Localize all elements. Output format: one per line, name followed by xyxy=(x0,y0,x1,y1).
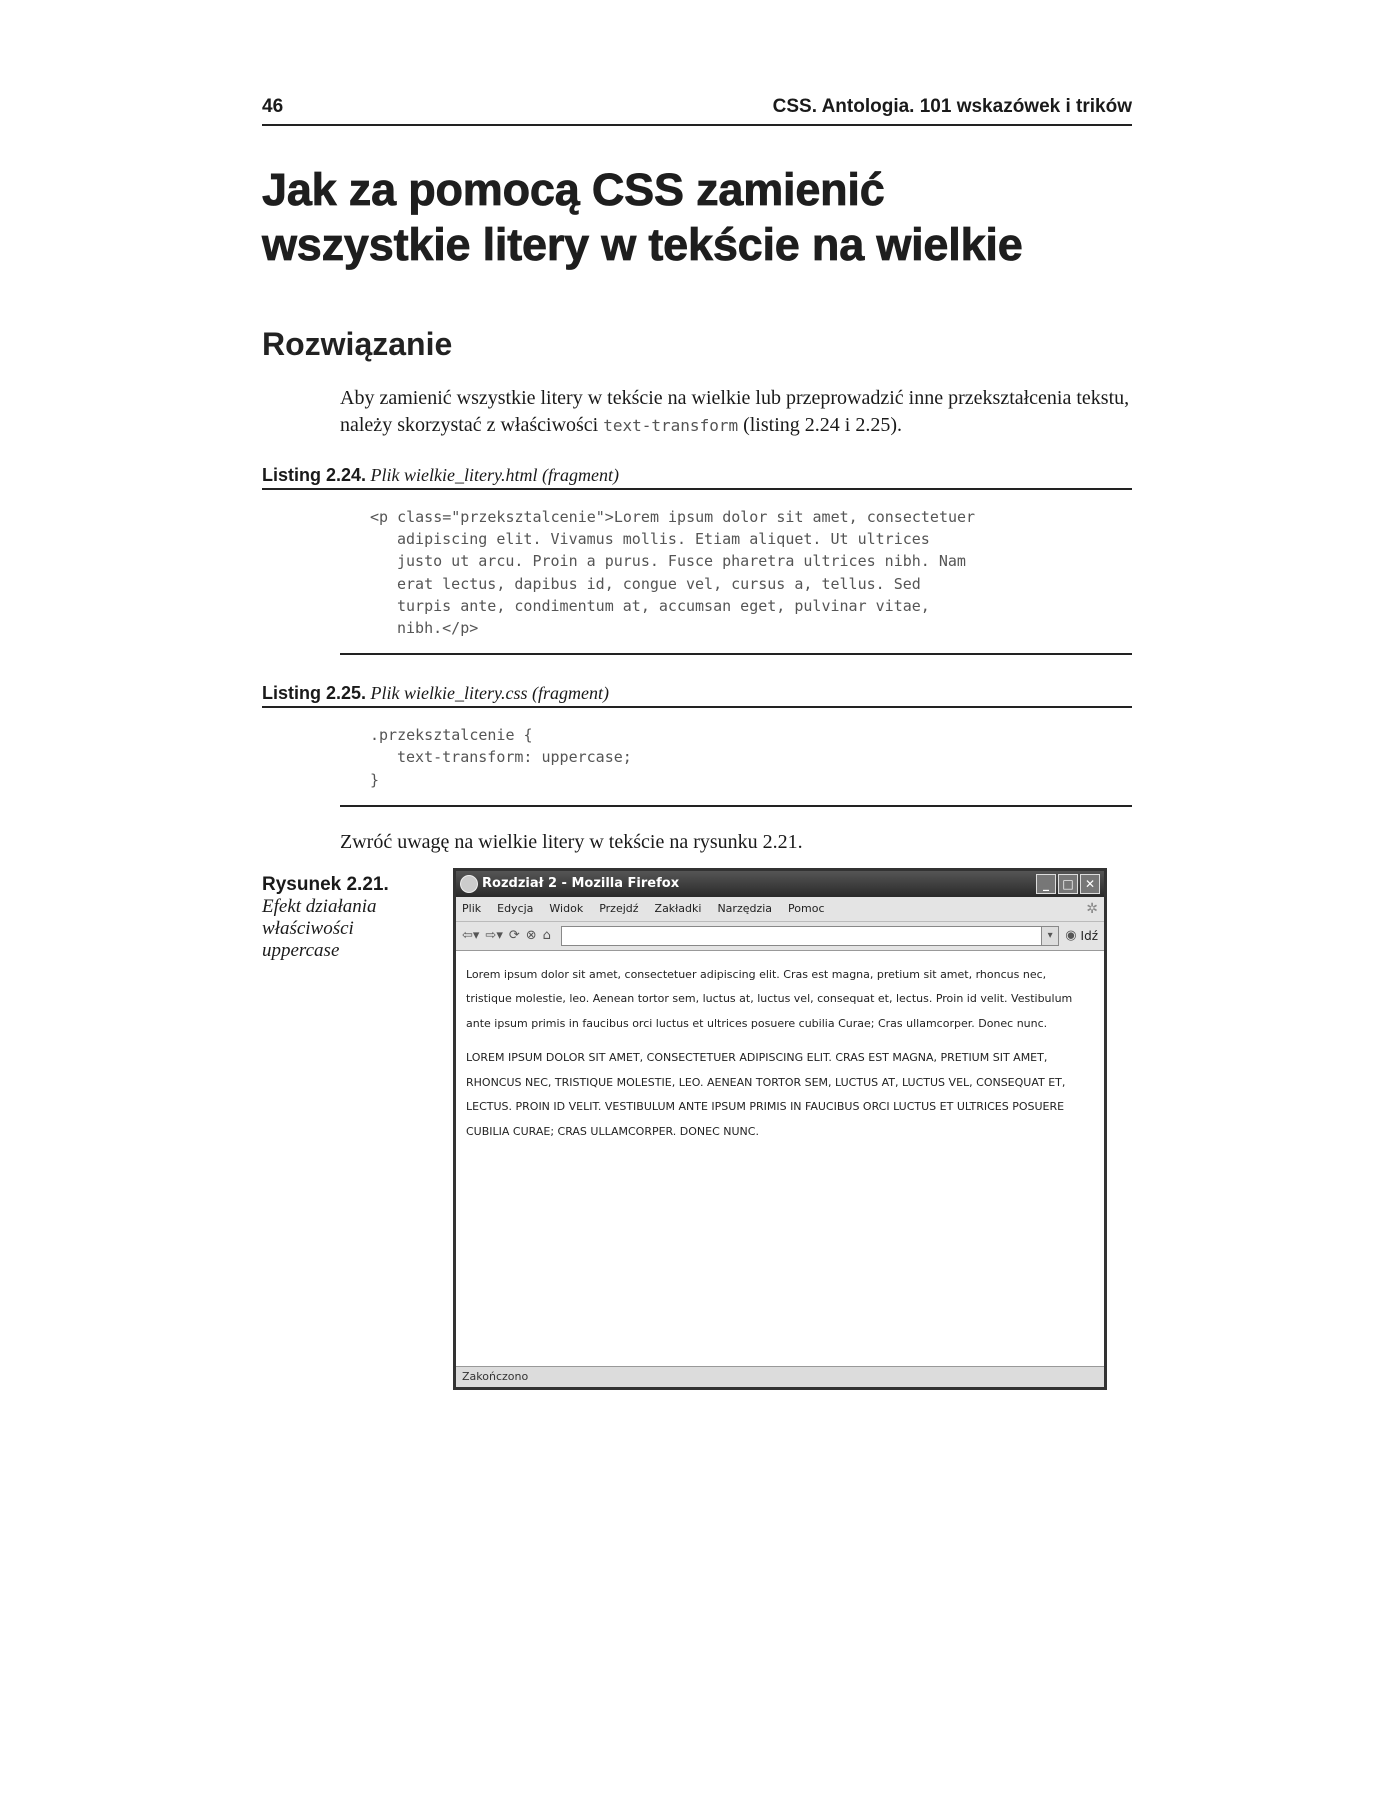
code-line: <p class="przeksztalcenie">Lorem ipsum dolor sit amet, consectetuer xyxy=(370,508,976,526)
menu-tools[interactable]: Narzędzia xyxy=(717,902,773,916)
code-line: text-transform: uppercase; xyxy=(397,748,632,767)
page-title-line-1: Jak za pomocą CSS zamienić xyxy=(262,164,885,215)
close-icon[interactable]: ✕ xyxy=(1080,874,1100,894)
maximize-icon[interactable]: □ xyxy=(1058,874,1078,894)
code-line: erat lectus, dapibus id, congue vel, cursus a, tellus. Sed xyxy=(397,574,921,593)
window-title: Rozdział 2 - Mozilla Firefox xyxy=(482,876,680,892)
listing-number: Listing 2.25. xyxy=(262,683,367,704)
status-bar: Zakończono xyxy=(456,1366,1104,1387)
menu-edit[interactable]: Edycja xyxy=(497,902,534,916)
intro-paragraph xyxy=(340,385,1132,439)
page-content xyxy=(456,951,1104,1343)
intro-text-end: (listing 2.24 i 2.25). xyxy=(738,414,902,436)
listing-caption-2 xyxy=(262,683,1132,708)
code-listing-1 xyxy=(340,490,1132,655)
window-titlebar xyxy=(456,871,1104,897)
figure-caption xyxy=(262,874,422,962)
go-button[interactable]: Idź xyxy=(1080,928,1098,943)
menu-bookmarks[interactable]: Zakładki xyxy=(654,902,702,916)
address-input[interactable] xyxy=(561,926,1059,946)
code-line: } xyxy=(370,770,380,789)
figure-caption-line: właściwości xyxy=(262,917,354,939)
forward-icon[interactable]: ⇨▾ xyxy=(485,928,503,944)
code-listing-2 xyxy=(340,708,1132,807)
menu-file[interactable]: Plik xyxy=(462,902,482,916)
reload-icon[interactable]: ⟳ xyxy=(508,928,520,944)
minimize-icon[interactable]: _ xyxy=(1036,874,1056,894)
figure-caption-line: Efekt działania xyxy=(262,895,377,917)
browser-window xyxy=(453,868,1107,1390)
page-title xyxy=(262,162,1132,272)
go-icon[interactable]: ◉ xyxy=(1065,928,1077,944)
inline-code: text-transform xyxy=(603,416,739,435)
code-line: turpis ante, condimentum at, accumsan eget, pulvinar vitae, xyxy=(397,596,930,615)
listing-caption-1 xyxy=(262,465,1132,490)
stop-icon[interactable]: ⊗ xyxy=(525,928,537,944)
code-line: justo ut arcu. Proin a purus. Fusce pharetra ultrices nibh. Nam xyxy=(397,552,966,571)
menu-help[interactable]: Pomoc xyxy=(788,902,825,916)
intro-text: Aby zamienić wszystkie litery w tekście na wielkie lub przeprowadzić inne przekształcenia tekstu, należy skorzystać z właściwości xyxy=(340,387,1130,436)
page-number: 46 xyxy=(262,96,284,117)
page-title-line-2: wszystkie litery w tekście na wielkie xyxy=(262,219,1023,270)
navigation-toolbar xyxy=(456,922,1104,951)
book-page xyxy=(262,96,1132,1408)
home-icon[interactable]: ⌂ xyxy=(542,928,551,944)
listing-description: Plik wielkie_litery.html (fragment) xyxy=(370,465,619,485)
code-line: .przeksztalcenie { xyxy=(370,726,533,745)
code-line: adipiscing elit. Vivamus mollis. Etiam aliquet. Ut ultrices xyxy=(397,530,930,549)
menu-view[interactable]: Widok xyxy=(549,902,584,916)
throbber-icon: ✲ xyxy=(1086,900,1098,917)
figure-caption-line: uppercase xyxy=(262,939,340,961)
book-title: CSS. Antologia. 101 wskazówek i trików xyxy=(772,96,1132,117)
code-line: nibh.</p> xyxy=(397,619,479,638)
section-title: Rozwiązanie xyxy=(262,326,453,362)
menu-go[interactable]: Przejdź xyxy=(599,902,639,916)
figure xyxy=(262,868,1132,1408)
back-icon[interactable]: ⇦▾ xyxy=(462,928,480,944)
listing-number: Listing 2.24. xyxy=(262,465,367,485)
listing-description: Plik wielkie_litery.css (fragment) xyxy=(370,683,609,704)
figure-number: Rysunek 2.21. xyxy=(262,873,389,895)
figure-reference-text: Zwróć uwagę na wielkie litery w tekście na rysunku 2.21. xyxy=(340,830,803,853)
uppercase-paragraph: LOREM IPSUM DOLOR SIT AMET, CONSECTETUER ADIPISCING ELIT. CRAS EST MAGNA, PRETIUM SIT AMET, RHONCUS NEC, TRISTIQUE MOLESTIE, LEO. AENEAN TORTOR SEM, LUCTUS AT, LUCTUS VEL, CONSEQUAT ET, LECTUS. PROIN ID VELIT. VESTIBULUM ANTE IPSUM PRIMIS IN FAUCIBUS ORCI LUCTUS ET ULTRICES POSUERE CUBILIA CURAE; CRAS ULLAMCORPER. DONEC NUNC. xyxy=(466,1051,1066,1138)
normal-paragraph: Lorem ipsum dolor sit amet, consectetuer adipiscing elit. Cras est magna, pretium sit amet, rhoncus nec, tristique molestie, leo. Aenean tortor sem, luctus at, luctus vel, consequat et, lectus. Proin id velit. Vestibulum ante ipsum primis in faucibus orci luctus et ultrices posuere cubilia Curae; Cras ullamcorper. Donec nunc. xyxy=(466,967,1073,1030)
firefox-icon xyxy=(460,875,478,893)
menu-bar xyxy=(456,897,1104,922)
address-dropdown-icon[interactable]: ▾ xyxy=(1041,927,1058,945)
running-head xyxy=(262,96,1132,126)
